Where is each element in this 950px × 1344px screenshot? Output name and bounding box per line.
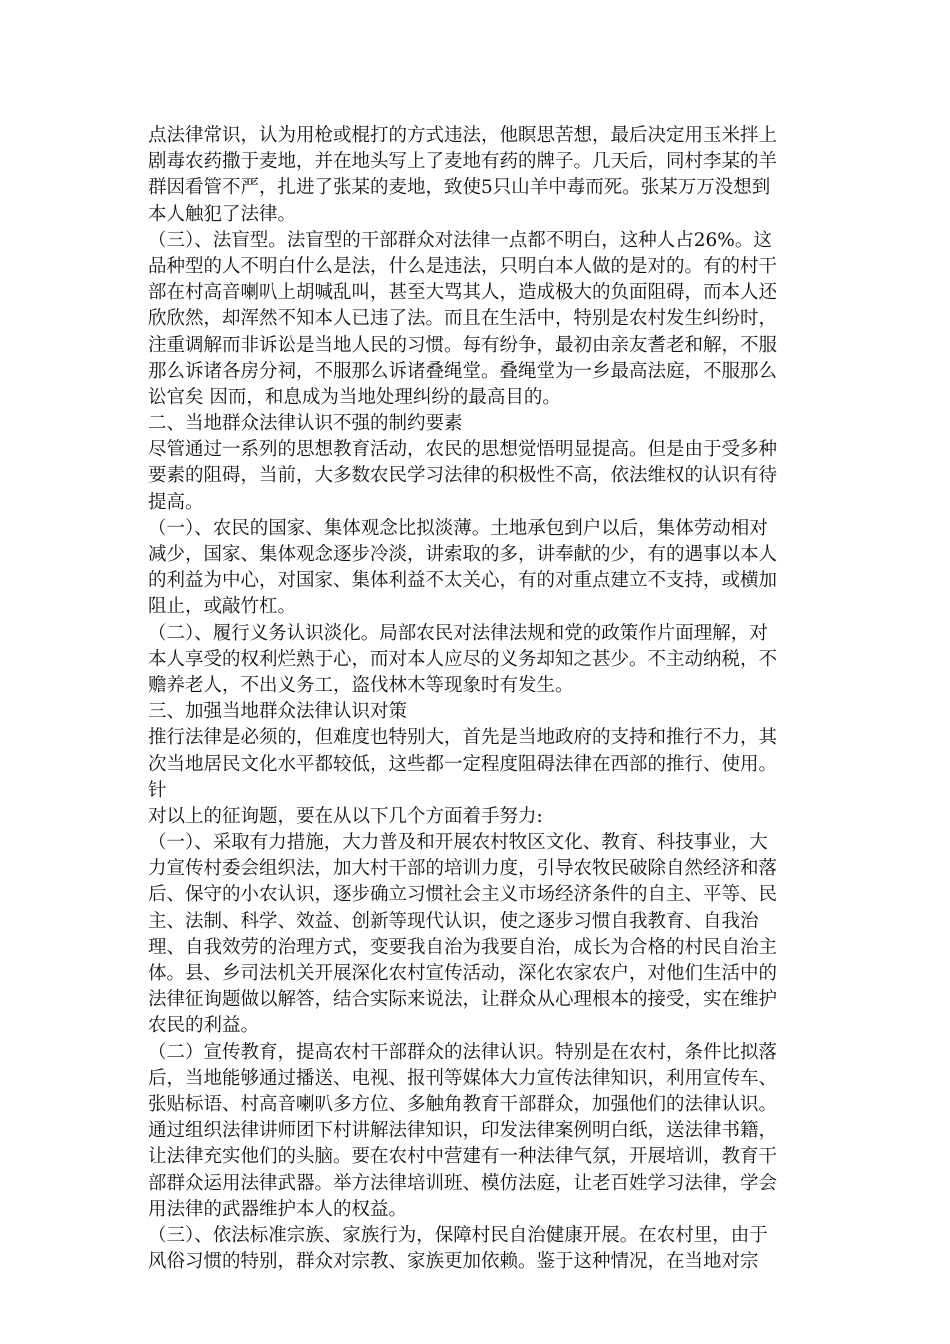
text-line: 次当地居民文化水平都较低，这些都一定程度阻碍法律在西部的推行、使用。 (148, 753, 778, 775)
document-body (148, 123, 806, 1275)
text-line: 部在村高音喇叭上胡喊乱叫，甚至大骂其人，造成极大的负面阻碍，而本人还 (148, 282, 778, 304)
text-line: 法律征询题做以解答，结合实际来说法，让群众从心理根本的接受，实在维护 (148, 989, 778, 1011)
text-line: 让法律充实他们的头脑。要在农村中营建有一种法律气氛，开展培训，教育干 (148, 1146, 778, 1168)
text-line: 对以上的征询题，要在从以下几个方面着手努力: (148, 805, 543, 827)
text-line: 张贴标语、村高音喇叭多方位、多触角教育干部群众，加强他们的法律认识。 (148, 1093, 778, 1115)
text-line: 力宣传村委会组织法，加大村干部的培训力度，引导农牧民破除自然经济和落 (148, 858, 778, 880)
text-line: 点法律常识，认为用枪或棍打的方式违法，他瞑思苦想，最后决定用玉米拌上 (148, 125, 778, 146)
text-line: （一）、农民的国家、集体观念比拟淡薄。土地承包到户以后，集体劳动相对 (148, 517, 768, 539)
text-line: 减少，国家、集体观念逐步冷淡，讲索取的多，讲奉献的少，有的遇事以本人 (148, 544, 778, 565)
text-line: 用法律的武器维护本人的权益。 (148, 1198, 408, 1220)
text-line: 推行法律是必须的，但难度也特别大，首先是当地政府的支持和推行不力，其 (148, 727, 778, 749)
text-line: 二、当地群众法律认识不强的制约要素 (148, 413, 463, 435)
text-line: 通过组织法律讲师团下村讲解法律知识，印发法律案例明白纸，送法律书籍， (148, 1120, 778, 1142)
text-line: （二）宣传教育，提高农村干部群众的法律认识。特别是在农村，条件比拟落 (148, 1041, 778, 1063)
text-line: 那么诉诸各房分祠，不服那么诉诸叠绳堂。叠绳堂为一乡最高法庭，不服那么 (148, 360, 778, 382)
text-line: 体。县、乡司法机关开展深化农村宣传活动，深化农家农户，对他们生活中的 (148, 963, 778, 984)
text-line: 针 (148, 779, 167, 801)
text-line: （二）、履行义务认识淡化。局部农民对法律法规和党的政策作片面理解，对 (148, 622, 768, 644)
text-line: 农民的利益。 (148, 1015, 260, 1037)
text-line: 的利益为中心，对国家、集体利益不太关心，有的对重点建立不支持，或横加 (148, 570, 778, 592)
text-line: 后，当地能够通过播送、电视、报刊等媒体大力宣传法律知识，利用宣传车、 (148, 1067, 778, 1089)
text-line: （一）、采取有力措施，大力普及和开展农村牧区文化、教育、科技事业，大 (148, 832, 768, 854)
text-line: 注重调解而非诉讼是当地人民的习惯。每有纷争，最初由亲友耆老和解，不服 (148, 334, 778, 356)
text-line: 群因看管不严，扎进了张某的麦地，致使5只山羊中毒而死。张某万万没想到 (148, 177, 771, 199)
text-line: （三）、依法标准宗族、家族行为，保障村民自治健康开展。在农村里，由于 (148, 1224, 768, 1246)
text-line: 提高。 (148, 491, 204, 513)
text-line: 剧毒农药撒于麦地，并在地头写上了麦地有药的牌子。几天后，同村李某的羊 (148, 151, 778, 173)
text-line: 部群众运用法律武器。举方法律培训班、模仿法庭，让老百姓学习法律，学会 (148, 1172, 778, 1194)
text-line: 赡养老人，不出义务工，盗伐林木等现象时有发生。 (148, 674, 574, 696)
text-line: （三）、法盲型。法盲型的干部群众对法律一点都不明白，这种人占26%。这 (148, 229, 772, 251)
text-line: 本人享受的权利烂熟于心，而对本人应尽的义务却知之甚少。不主动纳税，不 (148, 648, 778, 670)
text-line: 阻止，或敲竹杠。 (148, 596, 297, 618)
text-line: 要素的阻碍，当前，大多数农民学习法律的积极性不高，依法维权的认识有待 (148, 465, 778, 487)
text-line: 本人触犯了法律。 (148, 203, 297, 225)
text-line: 风俗习惯的特别，群众对宗教、家族更加依赖。鉴于这种情况，在当地对宗 (148, 1251, 759, 1273)
text-line: 后、保守的小农认识，逐步确立习惯社会主义市场经济条件的自主、平等、民 (148, 884, 778, 906)
text-line: 尽管通过一系列的思想教育活动，农民的思想觉悟明显提高。但是由于受多种 (148, 439, 778, 461)
text-line: 欣欣然，却浑然不知本人已违了法。而且在生活中，特别是农村发生纠纷时， (148, 308, 778, 330)
text-line: 理、自我效劳的治理方式，变要我自治为我要自治，成长为合格的村民自治主 (148, 936, 778, 958)
text-line: 讼官矣 因而，和息成为当地处理纠纷的最高目的。 (148, 386, 561, 408)
text-line: 三、加强当地群众法律认识对策 (148, 701, 408, 723)
text-line: 主、法制、科学、效益、创新等现代认识，使之逐步习惯自我教育、自我治 (148, 910, 759, 932)
text-line: 品种型的人不明白什么是法，什么是违法，只明白本人做的是对的。有的村干 (148, 255, 778, 277)
